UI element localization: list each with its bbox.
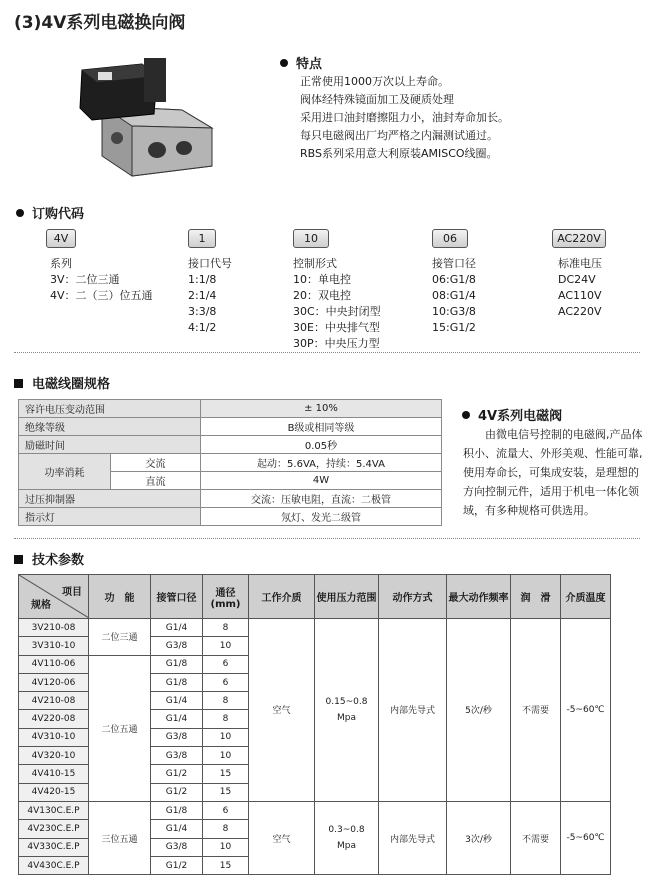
features-list [300,73,509,163]
table-row: 4V410-15 G1/2 15 [19,765,611,783]
table-row: 4V430C.E.P G1/2 15 [19,856,611,874]
square-bullet-icon [14,555,23,564]
header-action: 动作方式 [379,575,447,619]
table-row: 4V130C.E.P 三位五通 G1/8 6 空气 0.3~0.8 Mpa 内部先导式 3次/秒 不需要 -5~60℃ [19,801,611,819]
feature-item: RBS系列采用意大利原装AMISCO线圈。 [300,147,498,160]
table-row: 过压抑制器 交流：压敏电阻，直流：二极管 [19,490,442,508]
table-row: 3V210-08 二位三通 G1/4 8 空气 0.15~0.8 Mpa 内部先导式 5次/秒 不需要 -5~60℃ [19,619,611,637]
header-lube: 润 滑 [511,575,561,619]
header-freq: 最大动作频率 [447,575,511,619]
table-row: 4V210-08 G1/4 8 [19,692,611,710]
header-bore: 通径(mm) [203,575,249,619]
solenoid-valve-photo [62,48,230,190]
divider [14,538,640,539]
table-row: 绝缘等级 B级或相同等级 [19,418,442,436]
divider [14,352,640,353]
feature-item: 阀体经特殊镜面加工及硬质处理 [300,93,454,106]
header-item-spec: 项目 规格 [19,575,89,619]
order-code-heading: 订购代码 [16,203,84,222]
table-row: 4V120-06 G1/8 6 [19,673,611,691]
header-temp: 介质温度 [561,575,611,619]
table-row: 容许电压变动范围 ± 10% [19,400,442,418]
feature-item: 正常使用1000万次以上寿命。 [300,75,449,88]
code-box-series: 4V [46,229,76,248]
code-box-voltage: AC220V [552,229,606,248]
table-row: 4V320-10 G3/8 10 [19,747,611,765]
code-box-port: 1 [188,229,216,248]
side-description: 由微电信号控制的电磁阀,产品体积小、流量大、外形美观、性能可靠,使用寿命长，可集成安装，是理想的方向控制元件，适用于机电一体化领域，有多种规格可供选用。 [463,428,643,517]
feature-item: 每只电磁阀出厂均严格之内漏测试通过。 [300,129,498,142]
code-box-control: 10 [293,229,329,248]
code-col-size: 接管口径 06:G1/8 08:G1/4 10:G3/8 15:G1/2 [432,257,476,334]
table-row: 4V110-06 二位五通 G1/8 6 [19,655,611,673]
table-row: 3V310-10 G3/8 10 [19,637,611,655]
bullet-icon [280,59,288,67]
code-col-control: 控制形式 10：单电控 20：双电控 30C：中央封闭型 30E：中央排气型 30P：中央压力型 [293,257,381,350]
tech-heading: 技术参数 [14,549,84,568]
table-row: 4V230C.E.P G1/4 8 [19,820,611,838]
table-row: 4V310-10 G3/8 10 [19,728,611,746]
bullet-icon [16,209,24,217]
header-port: 接管口径 [151,575,203,619]
header-function: 功 能 [89,575,151,619]
table-row: 4V420-15 G1/2 15 [19,783,611,801]
table-row: 直流 4W [19,472,442,490]
table-row: 励磁时间 0.05秒 [19,436,442,454]
bullet-icon [462,411,470,419]
code-box-size: 06 [432,229,468,248]
feature-item: 采用进口油封磨擦阻力小，油封寿命加长。 [300,111,509,124]
code-col-series: 系列 3V：二位三通 4V：二（三）位五通 [50,257,153,302]
table-row: 4V220-08 G1/4 8 [19,710,611,728]
coil-spec-table [18,399,442,526]
header-pressure: 使用压力范围 [315,575,379,619]
table-row: 4V330C.E.P G3/8 10 [19,838,611,856]
coil-heading: 电磁线圈规格 [14,373,110,392]
side-heading: 4V系列电磁阀 [462,405,562,424]
header-medium: 工作介质 [249,575,315,619]
tech-spec-table [18,574,611,875]
table-row: 功率消耗 交流 起动：5.6VA，持续：5.4VA [19,454,442,472]
code-col-voltage: 标准电压 DC24V AC110V AC220V [558,257,602,318]
page-title: (3)4V系列电磁换向阀 [14,13,186,33]
code-col-port: 接口代号 1:1/8 2:1/4 3:3/8 4:1/2 [188,257,232,334]
table-header-row [19,575,611,619]
table-row: 指示灯 氖灯、发光二级管 [19,508,442,526]
features-heading: 特点 [280,53,322,72]
square-bullet-icon [14,379,23,388]
